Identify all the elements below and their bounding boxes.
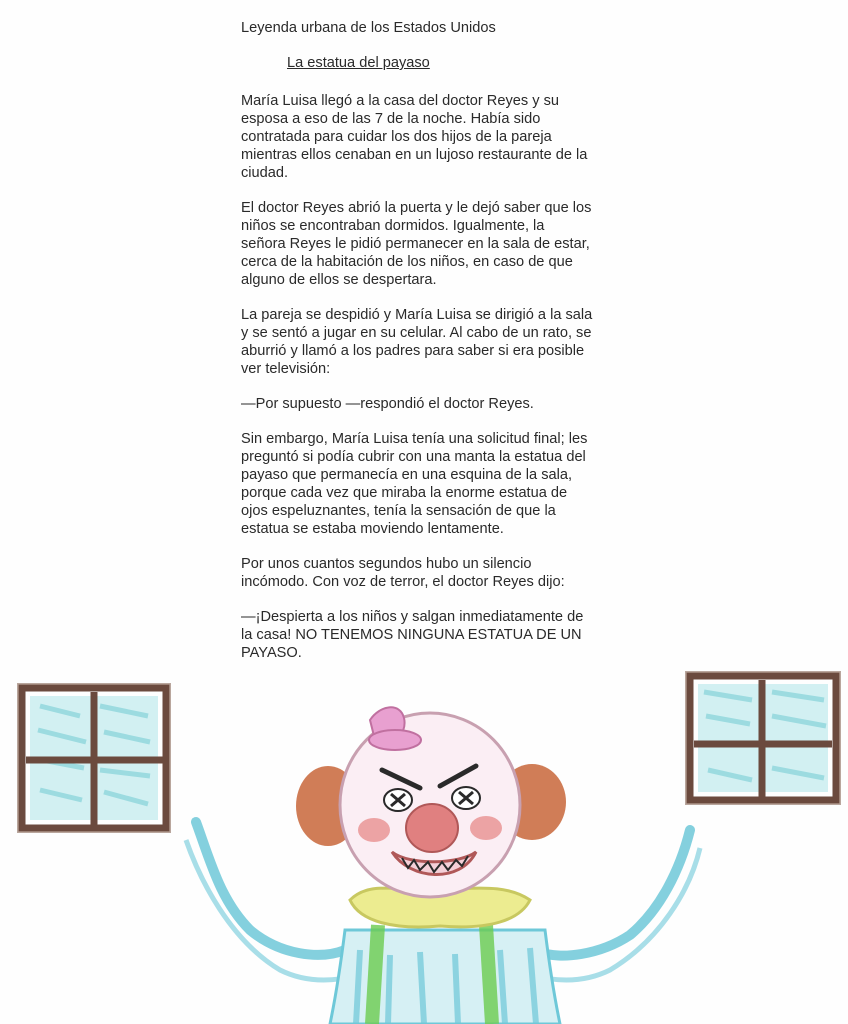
paragraph: Por unos cuantos segundos hubo un silencio incómodo. Con voz de terror, el doctor Reyes dijo:	[241, 556, 565, 590]
paragraph: Sin embargo, María Luisa tenía una solicitud final; les preguntó si podía cubrir con una manta la estatua del payaso que permanecía en una esquina de la sala, porque cada vez que miraba la enorme estatua de ojos espeluznantes, tenía la sensación de que la estatua se estaba moviendo lentamente.	[241, 431, 588, 537]
document-header: Leyenda urbana de los Estados Unidos	[241, 20, 496, 36]
paragraph: El doctor Reyes abrió la puerta y le dejó saber que los niños se encontraban dormidos. Igualmente, la señora Reyes le pidió permanecer en la sala de estar, cerca de la habitación de los niños, en caso de que alguno de ellos se despertara.	[241, 200, 592, 288]
clown-drawing-icon	[186, 707, 700, 1024]
window-left-icon	[18, 684, 170, 832]
paragraph: —¡Despierta a los niños y salgan inmediatamente de la casa! NO TENEMOS NINGUNA ESTATUA DE UN PAYASO.	[241, 609, 584, 661]
paragraph: La pareja se despidió y María Luisa se dirigió a la sala y se sentó a jugar en su celular. Al cabo de un rato, se aburrió y llamó a los padres para saber si era posible ver televisión:	[241, 307, 593, 377]
story-text	[241, 19, 593, 679]
window-right-icon	[686, 672, 840, 804]
paragraph: María Luisa llegó a la casa del doctor Reyes y su esposa a eso de las 7 de la noche. Había sido contratada para cuidar los dos hijos de la pareja mientras ellos cenaban en un lujoso restaurante de la ciudad.	[241, 93, 588, 181]
paragraph: —Por supuesto —respondió el doctor Reyes.	[241, 396, 534, 412]
story-title: La estatua del payaso	[287, 55, 430, 71]
crayon-drawing	[0, 660, 848, 1024]
